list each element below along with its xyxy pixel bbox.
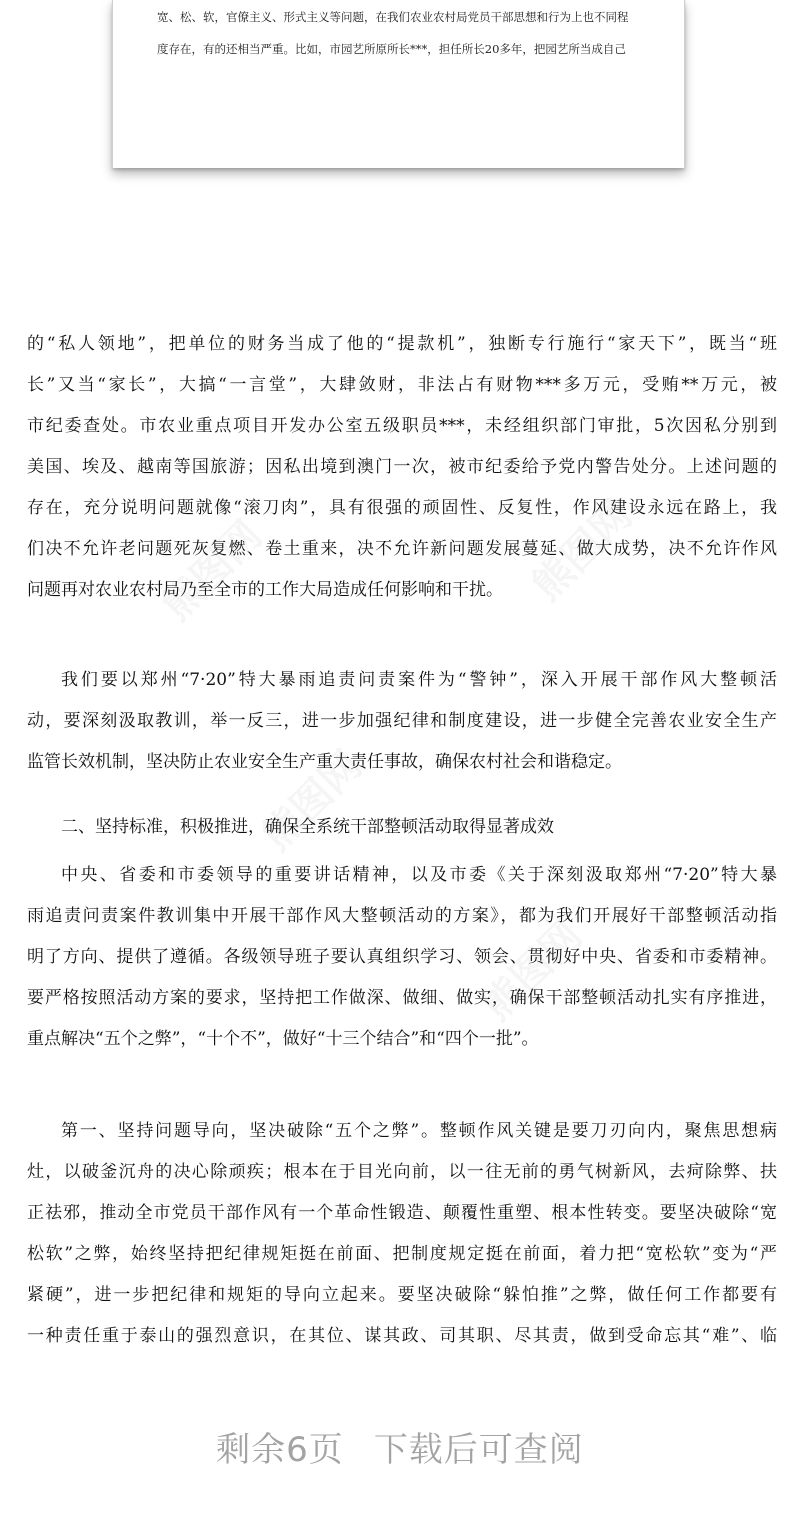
- text-line: 第一、坚持问题导向，坚决破除“五个之弊”。整顿作风关键是要刀刃向内，聚焦思想病: [61, 1121, 777, 1141]
- remaining-pages-label: 剩余6页: [216, 1430, 344, 1470]
- watermark-text: 熊图网: [253, 742, 372, 860]
- text-line: 存在，充分说明问题就像“滚刀肉”，具有很强的顽固性、反复性，作风建设永远在路上，我: [27, 498, 777, 518]
- text-line: 要严格按照活动方案的要求，坚持把工作做深、做细、做实，确保干部整顿活动扎实有序推进，: [27, 988, 777, 1008]
- text-line: 重点解决“五个之弊”，“十个不”，做好“十三个结合”和“四个一批”。: [27, 1029, 539, 1049]
- body-paragraph: [27, 1119, 777, 1365]
- section-heading: 二、坚持标准，积极推进，确保全系统干部整顿活动取得显著成效: [61, 817, 554, 837]
- text-line: 中央、省委和市委领导的重要讲话精神，以及市委《关于深刻汲取郑州“7·20”特大暴: [61, 865, 777, 885]
- text-line: 明了方向、提供了遵循。各级领导班子要认真组织学习、领会、贯彻好中央、省委和市委精神。: [27, 947, 777, 967]
- preview-line: 度存在，有的还相当严重。比如，市园艺所原所长***，担任所长20多年，把园艺所当成自己: [157, 42, 626, 56]
- text-line: 灶，以破釜沉舟的决心除顽疾；根本在于目光向前，以一往无前的勇气树新风，去疴除弊、扶: [27, 1162, 777, 1182]
- download-hint-label: 下载后可查阅: [373, 1430, 584, 1470]
- text-line: 正祛邪，推动全市党员干部作风有一个革命性锻造、颠覆性重塑、根本性转变。要坚决破除“宽: [27, 1203, 777, 1223]
- text-line: 的“私人领地”，把单位的财务当成了他的“提款机”，独断专行施行“家天下”，既当“班: [27, 334, 777, 354]
- text-line: 紧硬”，进一步把纪律和规矩的导向立起来。要坚决破除“躲怕推”之弊，做任何工作都要有: [27, 1285, 777, 1305]
- body-paragraph: [27, 863, 777, 1068]
- text-line: 监管长效机制，坚决防止农业安全生产重大责任事故，确保农村社会和谐稳定。: [27, 752, 622, 772]
- watermark-text: 熊图网: [473, 912, 592, 1030]
- download-prompt-button[interactable]: [0, 1420, 800, 1480]
- watermark-text: 熊图网: [153, 512, 272, 630]
- text-line: 我们要以郑州“7·20”特大暴雨追责问责案件为“警钟”，深入开展干部作风大整顿活: [61, 670, 777, 690]
- text-line: 松软”之弊，始终坚持把纪律规矩挺在前面、把制度规定挺在前面，着力把“宽松软”变为“严: [27, 1244, 777, 1264]
- text-line: 动，要深刻汲取教训，举一反三，进一步加强纪律和制度建设，进一步健全完善农业安全生产: [27, 711, 777, 731]
- body-paragraph: [27, 332, 777, 619]
- text-line: 市纪委查处。市农业重点项目开发办公室五级职员***，未经组织部门审批，5次因私分别到: [27, 416, 777, 436]
- document-preview-card: [112, 0, 685, 168]
- preview-line: 宽、松、软，官僚主义、形式主义等问题，在我们农业农村局党员干部思想和行为上也不同程: [157, 10, 629, 24]
- text-line: 长”又当“家长”，大搞“一言堂”，大肆敛财，非法占有财物***多万元，受贿**万元，被: [27, 375, 777, 395]
- text-line: 一种责任重于泰山的强烈意识，在其位、谋其政、司其职、尽其责，做到受命忘其“难”、临: [27, 1326, 777, 1346]
- text-line: 们决不允许老问题死灰复燃、卷土重来，决不允许新问题发展蔓延、做大成势，决不允许作风: [27, 539, 777, 559]
- text-line: 美国、埃及、越南等国旅游；因私出境到澳门一次，被市纪委给予党内警告处分。上述问题的: [27, 457, 777, 477]
- text-line: 雨追责问责案件教训集中开展干部作风大整顿活动的方案》，都为我们开展好干部整顿活动指: [27, 906, 777, 926]
- body-paragraph: [27, 668, 777, 791]
- watermark-text: 熊图网: [523, 492, 642, 610]
- text-line: 问题再对农业农村局乃至全市的工作大局造成任何影响和干扰。: [27, 580, 503, 600]
